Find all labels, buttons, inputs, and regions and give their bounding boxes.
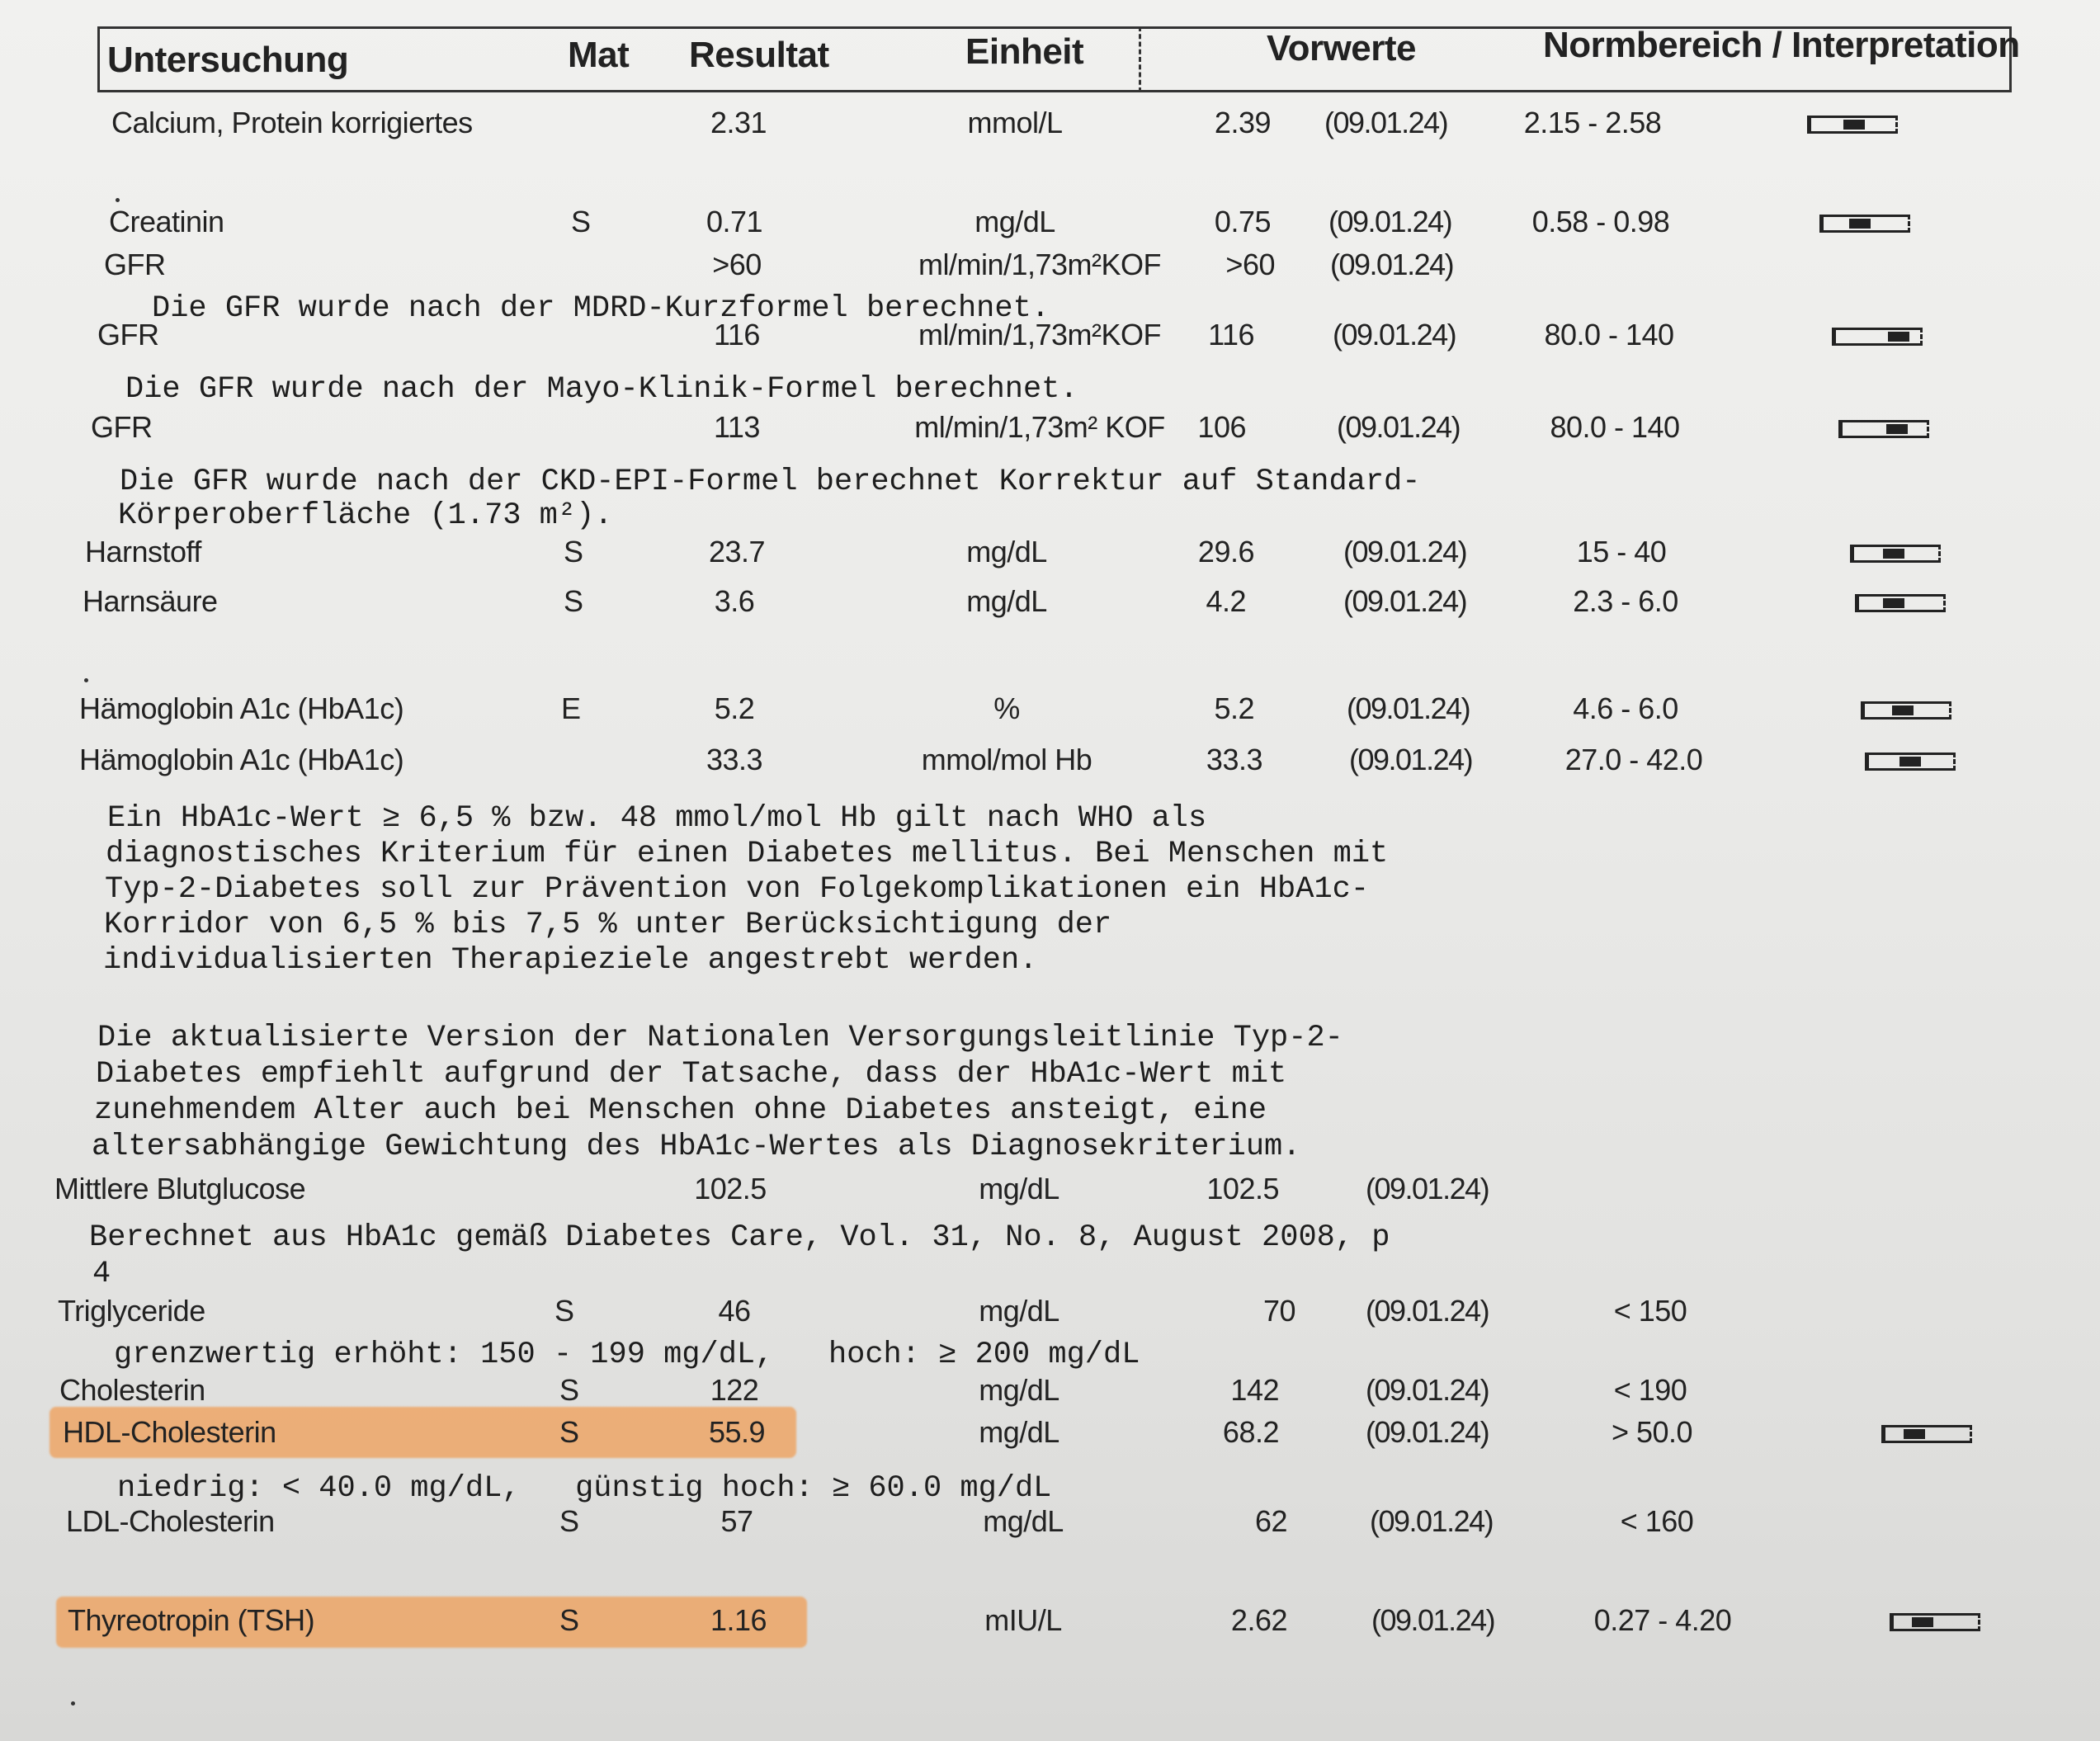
reference-range: 15 - 40 bbox=[1576, 535, 1667, 569]
reference-range: 0.58 - 0.98 bbox=[1531, 205, 1670, 238]
result-value: 33.3 bbox=[706, 743, 763, 776]
note-gfr-ckd-1: Die GFR wurde nach der CKD-EPI-Formel berechnet Korrektur auf Standard- bbox=[120, 465, 1421, 499]
previous-date: (09.01.24) bbox=[1366, 1373, 1489, 1407]
result-value: 0.71 bbox=[706, 205, 763, 238]
note-hba1c-2: diagnostisches Kriterium für einen Diabetes mellitus. Bei Menschen mit bbox=[106, 837, 1389, 871]
previous-date: (09.01.24) bbox=[1366, 1294, 1489, 1328]
previous-date: (09.01.24) bbox=[1328, 205, 1452, 238]
interpretation-bar bbox=[1838, 420, 1929, 438]
reference-range: 2.15 - 2.58 bbox=[1523, 106, 1662, 139]
result-value: 23.7 bbox=[708, 535, 766, 569]
previous-value: 2.39 bbox=[1214, 106, 1271, 139]
result-value: 2.31 bbox=[710, 106, 767, 139]
test-name: Hämoglobin A1c (HbA1c) bbox=[79, 743, 404, 776]
interpretation-bar bbox=[1861, 701, 1951, 720]
unit: mg/dL bbox=[966, 535, 1047, 569]
header-mat: Mat bbox=[568, 35, 630, 75]
interpretation-bar bbox=[1855, 594, 1946, 612]
note-hba1c-3: Typ-2-Diabetes soll zur Prävention von Folgekomplikationen ein HbA1c- bbox=[105, 872, 1370, 907]
test-name: Harnstoff bbox=[85, 535, 201, 569]
header-resultat: Resultat bbox=[689, 35, 829, 75]
table-row bbox=[0, 743, 2100, 792]
dot-marker bbox=[84, 678, 88, 682]
previous-date: (09.01.24) bbox=[1330, 248, 1454, 281]
material: S bbox=[559, 1603, 579, 1637]
table-row bbox=[0, 1294, 2100, 1343]
result-value: 113 bbox=[714, 410, 760, 444]
table-row bbox=[0, 248, 2100, 297]
note-triglyceride: grenzwertig erhöht: 150 - 199 mg/dL, hoch: ≥ 200 mg/dL bbox=[114, 1338, 1140, 1372]
previous-date: (09.01.24) bbox=[1337, 410, 1461, 444]
previous-value: 142 bbox=[1230, 1373, 1279, 1407]
test-name: GFR bbox=[91, 410, 153, 444]
dot-marker bbox=[116, 198, 120, 202]
note-gfr-mayo: Die GFR wurde nach der Mayo-Klinik-Formel berechnet. bbox=[125, 372, 1078, 407]
interpretation-bar bbox=[1890, 1613, 1980, 1631]
note-nvl-2: Diabetes empfiehlt aufgrund der Tatsache, dass der HbA1c-Wert mit bbox=[96, 1057, 1287, 1092]
previous-value: 0.75 bbox=[1214, 205, 1271, 238]
previous-value: 2.62 bbox=[1230, 1603, 1287, 1637]
previous-value: 29.6 bbox=[1197, 535, 1254, 569]
test-name: LDL-Cholesterin bbox=[66, 1504, 275, 1538]
header-einheit: Einheit bbox=[965, 31, 1084, 72]
previous-date: (09.01.24) bbox=[1324, 106, 1448, 139]
test-name: Mittlere Blutglucose bbox=[54, 1172, 306, 1205]
test-name: Creatinin bbox=[109, 205, 224, 238]
unit: ml/min/1,73m²KOF bbox=[918, 318, 1162, 352]
unit: mg/dL bbox=[979, 1415, 1059, 1449]
material: S bbox=[559, 1415, 579, 1449]
result-value: 102.5 bbox=[694, 1172, 767, 1205]
note-nvl-4: altersabhängige Gewichtung des HbA1c-Wertes als Diagnosekriterium. bbox=[92, 1130, 1301, 1164]
test-name: Hämoglobin A1c (HbA1c) bbox=[79, 691, 404, 725]
table-row bbox=[0, 318, 2100, 367]
table-row bbox=[0, 106, 2100, 155]
note-hba1c-5: individualisierten Therapieziele angestrebt werden. bbox=[103, 943, 1038, 978]
material: S bbox=[559, 1504, 579, 1538]
previous-value: 5.2 bbox=[1214, 691, 1254, 725]
unit: ml/min/1,73m²KOF bbox=[918, 248, 1162, 281]
table-row bbox=[0, 691, 2100, 741]
interpretation-bar bbox=[1819, 215, 1910, 233]
test-name: Harnsäure bbox=[83, 584, 218, 618]
previous-date: (09.01.24) bbox=[1333, 318, 1456, 352]
previous-value: 62 bbox=[1254, 1504, 1287, 1538]
previous-date: (09.01.24) bbox=[1366, 1172, 1489, 1205]
unit: mg/dL bbox=[966, 584, 1047, 618]
unit: mg/dL bbox=[979, 1373, 1059, 1407]
test-name: GFR bbox=[104, 248, 166, 281]
table-row bbox=[0, 410, 2100, 460]
reference-range: 4.6 - 6.0 bbox=[1573, 691, 1678, 725]
previous-value: 102.5 bbox=[1206, 1172, 1279, 1205]
table-row bbox=[0, 1172, 2100, 1221]
unit: % bbox=[993, 691, 1020, 725]
previous-value: 106 bbox=[1197, 410, 1246, 444]
table-row bbox=[0, 584, 2100, 634]
result-value: 116 bbox=[714, 318, 760, 352]
previous-date: (09.01.24) bbox=[1371, 1603, 1495, 1637]
test-name: Cholesterin bbox=[59, 1373, 205, 1407]
note-glucose-2: 4 bbox=[92, 1257, 111, 1291]
test-name: Thyreotropin (TSH) bbox=[68, 1603, 315, 1637]
previous-date: (09.01.24) bbox=[1347, 691, 1470, 725]
reference-range: 27.0 - 42.0 bbox=[1564, 743, 1703, 776]
previous-date: (09.01.24) bbox=[1343, 535, 1467, 569]
previous-value: 70 bbox=[1262, 1294, 1295, 1328]
table-row bbox=[0, 1415, 2100, 1465]
interpretation-bar bbox=[1807, 116, 1898, 134]
reference-range: > 50.0 bbox=[1611, 1415, 1693, 1449]
unit: mg/dL bbox=[983, 1504, 1064, 1538]
material: S bbox=[564, 584, 583, 618]
previous-value: 68.2 bbox=[1222, 1415, 1279, 1449]
result-value: 1.16 bbox=[710, 1603, 767, 1637]
unit: mg/dL bbox=[979, 1294, 1059, 1328]
header-untersuchung: Untersuchung bbox=[107, 40, 349, 80]
unit: mIU/L bbox=[984, 1603, 1062, 1637]
note-glucose-1: Berechnet aus HbA1c gemäß Diabetes Care, Vol. 31, No. 8, August 2008, p bbox=[89, 1220, 1390, 1255]
result-value: 55.9 bbox=[708, 1415, 766, 1449]
material: S bbox=[571, 205, 591, 238]
result-value: 46 bbox=[718, 1294, 751, 1328]
previous-date: (09.01.24) bbox=[1349, 743, 1473, 776]
note-hdl: niedrig: < 40.0 mg/dL, günstig hoch: ≥ 60.0 mg/dL bbox=[117, 1471, 1052, 1506]
table-row bbox=[0, 535, 2100, 584]
note-gfr-ckd-2: Körperoberfläche (1.73 m²). bbox=[118, 498, 613, 533]
result-value: 3.6 bbox=[714, 584, 755, 618]
test-name: HDL-Cholesterin bbox=[63, 1415, 276, 1449]
reference-range: < 190 bbox=[1613, 1373, 1687, 1407]
test-name: GFR bbox=[97, 318, 159, 352]
result-value: 57 bbox=[720, 1504, 753, 1538]
header-vorwerte: Vorwerte bbox=[1267, 28, 1417, 68]
unit: mg/dL bbox=[979, 1172, 1059, 1205]
table-row bbox=[0, 205, 2100, 254]
previous-value: 116 bbox=[1208, 318, 1254, 352]
previous-date: (09.01.24) bbox=[1366, 1415, 1489, 1449]
material: S bbox=[564, 535, 583, 569]
result-value: 5.2 bbox=[714, 691, 755, 725]
note-hba1c-4: Korridor von 6,5 % bis 7,5 % unter Berücksichtigung der bbox=[104, 908, 1112, 942]
unit: mmol/mol Hb bbox=[921, 743, 1092, 776]
unit: mmol/L bbox=[967, 106, 1063, 139]
table-row bbox=[0, 1504, 2100, 1554]
reference-range: 0.27 - 4.20 bbox=[1593, 1603, 1732, 1637]
interpretation-bar bbox=[1850, 545, 1941, 563]
result-value: >60 bbox=[712, 248, 762, 281]
previous-date: (09.01.24) bbox=[1343, 584, 1467, 618]
table-row bbox=[0, 1603, 2100, 1653]
reference-range: 80.0 - 140 bbox=[1544, 318, 1674, 352]
material: E bbox=[561, 691, 581, 725]
interpretation-bar bbox=[1865, 753, 1956, 771]
reference-range: 80.0 - 140 bbox=[1550, 410, 1680, 444]
reference-range: < 150 bbox=[1613, 1294, 1687, 1328]
dot-marker bbox=[71, 1701, 75, 1706]
previous-value: 33.3 bbox=[1206, 743, 1262, 776]
note-nvl-3: zunehmendem Alter auch bei Menschen ohne Diabetes ansteigt, eine bbox=[94, 1093, 1267, 1128]
interpretation-bar bbox=[1832, 328, 1923, 346]
reference-range: 2.3 - 6.0 bbox=[1573, 584, 1678, 618]
header-divider bbox=[1139, 26, 1141, 92]
unit: mg/dL bbox=[974, 205, 1055, 238]
test-name: Triglyceride bbox=[58, 1294, 205, 1328]
note-hba1c-1: Ein HbA1c-Wert ≥ 6,5 % bzw. 48 mmol/mol Hb gilt nach WHO als bbox=[107, 801, 1207, 836]
previous-value: >60 bbox=[1225, 248, 1275, 281]
test-name: Calcium, Protein korrigiertes bbox=[111, 106, 473, 139]
unit: ml/min/1,73m² KOF bbox=[914, 410, 1165, 444]
previous-value: 4.2 bbox=[1206, 584, 1246, 618]
interpretation-bar bbox=[1881, 1425, 1972, 1443]
header-normbereich: Normbereich / Interpretation bbox=[1543, 25, 2020, 65]
previous-date: (09.01.24) bbox=[1370, 1504, 1494, 1538]
result-value: 122 bbox=[710, 1373, 759, 1407]
material: S bbox=[559, 1373, 579, 1407]
note-gfr-mdrd: Die GFR wurde nach der MDRD-Kurzformel berechnet. bbox=[152, 291, 1050, 326]
note-nvl-1: Die aktualisierte Version der Nationalen Versorgungsleitlinie Typ-2- bbox=[97, 1021, 1343, 1055]
reference-range: < 160 bbox=[1620, 1504, 1694, 1538]
material: S bbox=[554, 1294, 574, 1328]
